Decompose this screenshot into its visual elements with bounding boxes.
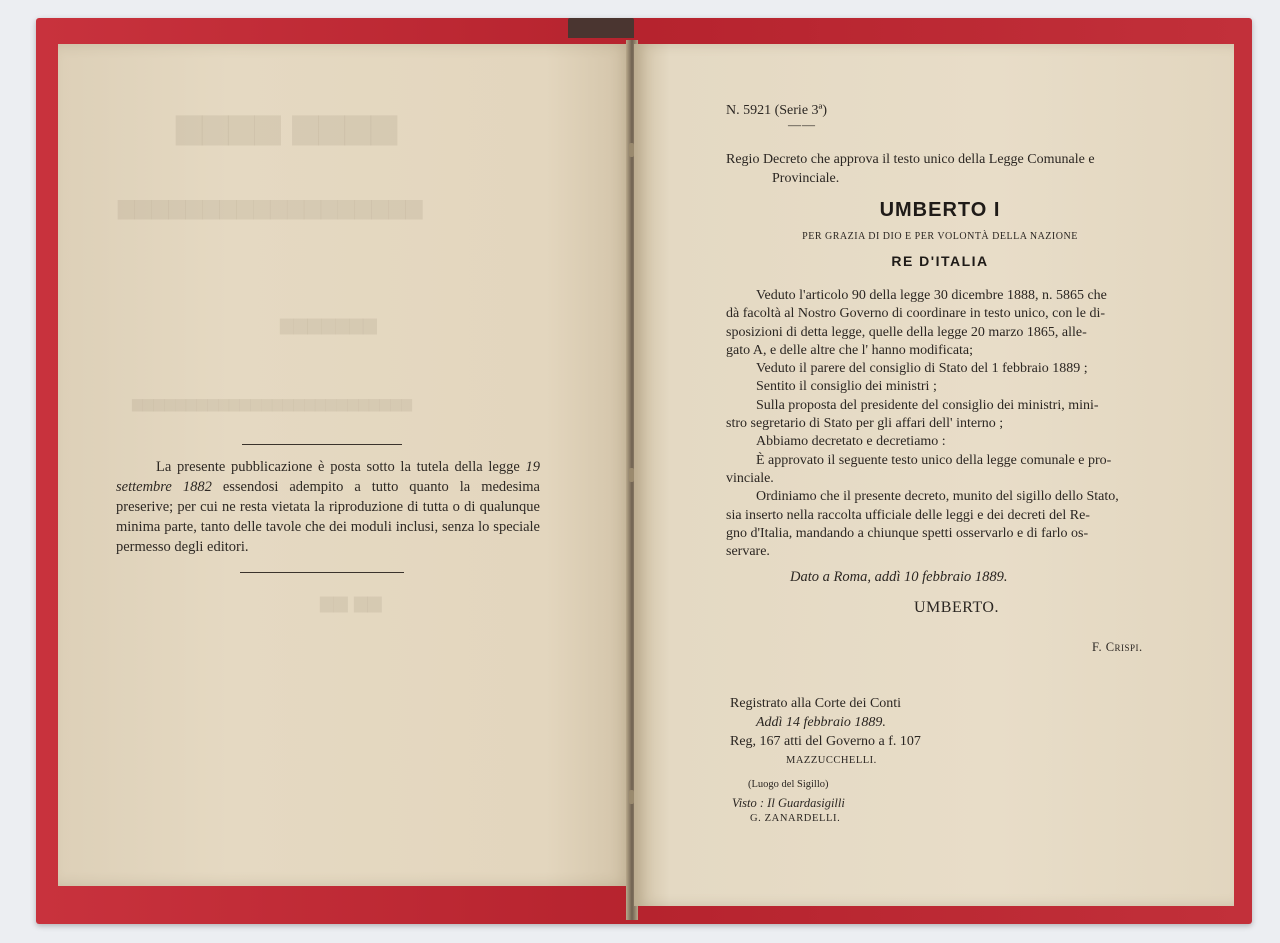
body-line: gato A, e delle altre che l' hanno modificata;	[726, 342, 974, 358]
top-divider	[242, 444, 402, 445]
king-title: RE D'ITALIA	[891, 253, 989, 269]
show-through-line: ▆▆ ▆▆	[320, 592, 382, 613]
decree-body	[726, 287, 1186, 561]
body-line: stro segretario di Stato per gli affari dell' interno ;	[726, 416, 1004, 432]
show-through-line: ▆▆▆▆▆▆▆▆▆▆▆▆▆▆▆▆▆▆▆▆▆▆▆▆▆▆	[132, 396, 412, 412]
registration-line-2: Addì 14 febbraio 1889.	[756, 715, 886, 730]
book-spine	[568, 18, 634, 38]
registration-line-1: Registrato alla Corte dei Conti	[730, 696, 902, 711]
body-line: servare.	[726, 544, 770, 560]
body-line: Sentito il consiglio dei ministri ;	[756, 379, 937, 395]
registration-line-3: Reg, 167 atti del Governo a f. 107	[730, 734, 921, 749]
visto-block	[732, 795, 845, 827]
body-line: Abbiamo decretato e decretiamo :	[756, 434, 946, 450]
decree-heading-line-2: Provinciale.	[772, 171, 840, 186]
decree-number-text: N. 5921 (Serie 3ª)	[726, 103, 828, 118]
body-line: dà facoltà al Nostro Governo di coordinare in testo unico, con le di-	[726, 306, 1106, 322]
body-line: Veduto l'articolo 90 della legge 30 dicembre 1888, n. 5865 che	[756, 288, 1107, 303]
decree-number-dash: ——	[788, 117, 816, 132]
decree-heading	[726, 150, 1156, 188]
copyright-notice	[116, 457, 540, 557]
notice-line-1: La presente pubblicazione è posta sotto la tutela della legge	[156, 459, 520, 475]
show-through-heading: ▆▆▆▆ ▆▆▆▆	[176, 106, 398, 146]
king-name: UMBERTO I	[879, 199, 1001, 221]
body-line: sia inserto nella raccolta ufficiale delle leggi e dei decreti del Re-	[726, 507, 1090, 523]
decree-heading-line-1: Regio Decreto che approva il testo unico della Legge Comunale e	[726, 152, 1095, 167]
body-line: gno d'Italia, mandando a chiunque spetti osservarlo e di farlo os-	[726, 525, 1089, 541]
body-line: È approvato il seguente testo unico della legge comunale e pro-	[756, 452, 1112, 468]
show-through-line: ▆▆▆▆▆▆▆▆▆▆▆▆▆▆▆▆▆▆	[118, 194, 423, 220]
king-signature: UMBERTO.	[914, 599, 999, 616]
visto-line-1: Visto : Il Guardasigilli	[732, 796, 845, 810]
registration-line-4: MAZZUCCHELLI.	[786, 755, 877, 766]
date-line: Dato a Roma, addì 10 febbraio 1889.	[790, 569, 1008, 585]
body-line: vinciale.	[726, 470, 774, 486]
body-line: Sulla proposta del presidente del consiglio dei ministri, mini-	[756, 397, 1099, 413]
notice-rest: essendosi adempito a tutto quanto la medesima preserive; per cui ne resta vietata la riproduzione di tutta o di qualunque minima parte, tanto delle tavole che dei moduli inclusi, senza lo speciale permesso degli editori.	[116, 479, 540, 555]
registration-block	[730, 694, 921, 770]
countersignature: F. Crispi.	[1092, 640, 1143, 654]
body-line: Veduto il parere del consiglio di Stato del 1 febbraio 1889 ;	[756, 361, 1088, 377]
bottom-divider	[240, 572, 404, 573]
notice-date: 19 settembre 1882	[116, 459, 540, 495]
visto-line-2: G. ZANARDELLI.	[750, 813, 841, 824]
seal-place: (Luogo del Sigillo)	[748, 779, 829, 790]
body-line: sposizioni di detta legge, quelle della legge 20 marzo 1865, alle-	[726, 324, 1087, 340]
decree-number	[726, 103, 827, 133]
body-line: Ordiniamo che il presente decreto, munito del sigillo dello Stato,	[756, 489, 1119, 505]
grace-formula: PER GRAZIA DI DIO E PER VOLONTÀ DELLA NAZIONE	[802, 231, 1078, 242]
show-through-line: ▆▆▆▆▆▆▆	[280, 314, 377, 335]
